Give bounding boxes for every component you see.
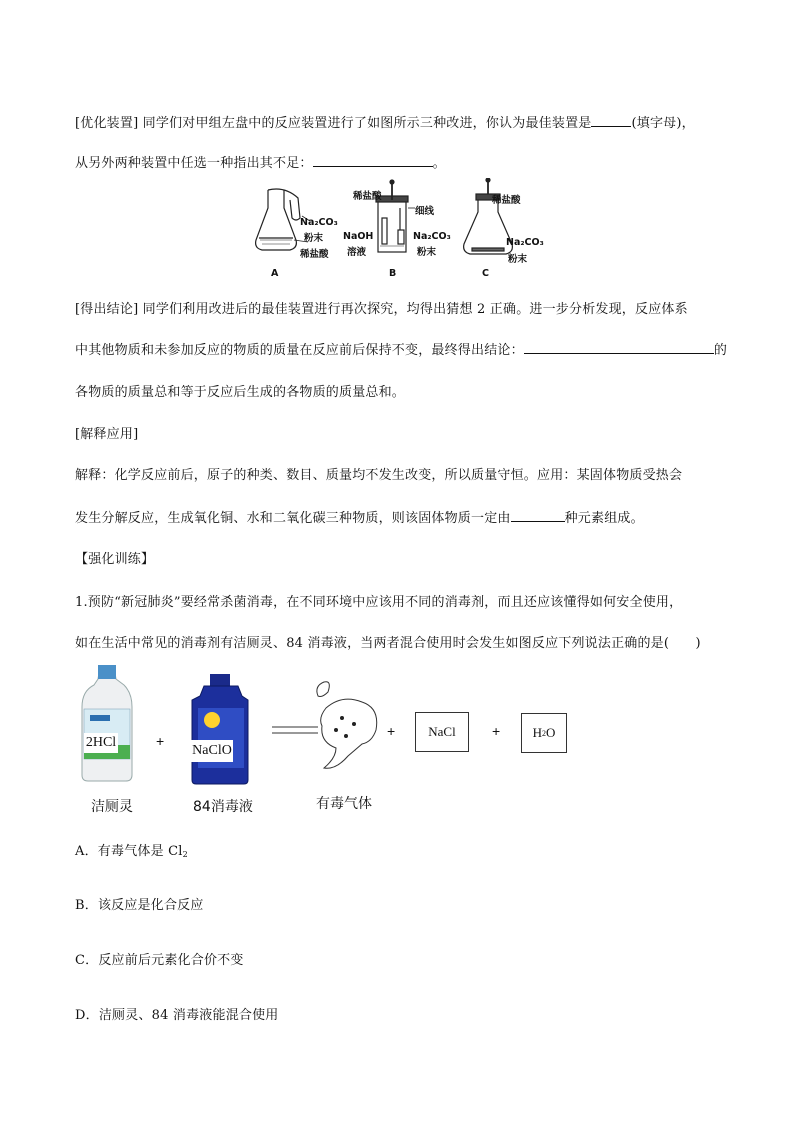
water-product-box <box>521 713 567 753</box>
explain-heading: [解释应用] <box>75 427 139 442</box>
water-formula-o: O <box>546 725 556 740</box>
b-letter: B <box>389 268 397 279</box>
water-formula-h: H <box>532 725 542 740</box>
explain-line-2 <box>75 507 644 526</box>
nacl-product-box: NaCl <box>415 712 469 752</box>
c-letter: C <box>482 268 489 279</box>
a-letter: A <box>271 268 279 279</box>
answer-blank-deficiency[interactable] <box>313 154 433 167</box>
optimize-device-text: [优化装置] 同学们对甲组左盘中的反应装置进行了如图所示三种改进，你认为最佳装置是 <box>75 116 592 131</box>
b-na2co3-label: Na₂CO₃ <box>413 231 451 242</box>
option-a[interactable] <box>75 840 188 859</box>
option-d[interactable]: D．洁厕灵、84 消毒液能混合使用 <box>75 1008 279 1023</box>
water-formula-sub: 2 <box>542 728 546 738</box>
plus-sign-1: + <box>156 733 165 749</box>
device-deficiency-line <box>75 152 446 171</box>
flask-a <box>256 189 300 250</box>
option-b[interactable]: B．该反应是化合反应 <box>75 898 204 913</box>
toilet-cleaner-bottle <box>78 665 136 783</box>
answer-blank-best-device[interactable] <box>591 114 631 127</box>
hcl-formula-label: 2HCl <box>84 733 118 753</box>
b-solution-label: 溶液 <box>347 247 367 258</box>
a-powder-label: 粉末 <box>304 233 324 244</box>
b-acid-label: 稀盐酸 <box>353 191 382 202</box>
b-string-label: 细线 <box>415 206 435 217</box>
toilet-cleaner-caption: 洁厕灵 <box>91 799 133 815</box>
plus-sign-2: + <box>387 723 396 739</box>
disinfectant-bottle <box>188 674 254 786</box>
conclusion-line-3: 各物质的质量总和等于反应后生成的各物质的质量总和。 <box>75 385 406 400</box>
answer-blank-elements[interactable] <box>511 509 565 522</box>
a-acid-label: 稀盐酸 <box>300 249 329 260</box>
option-a-text: A．有毒气体是 Cl <box>75 844 183 859</box>
plus-sign-3: + <box>492 723 501 739</box>
toxic-gas-icon <box>306 678 388 774</box>
b-powder-label: 粉末 <box>417 247 437 258</box>
conclusion-line-1: [得出结论] 同学们利用改进后的最佳装置进行再次探究，均得出猜想 2 正确。进一步分析发现，反应体系 <box>75 302 688 317</box>
explain-end: 种元素组成。 <box>564 511 644 526</box>
b-naoh-label: NaOH <box>343 231 374 242</box>
optimize-device-line <box>75 112 695 131</box>
answer-blank-conclusion[interactable] <box>524 341 714 354</box>
conclusion-end: 的 <box>713 343 728 358</box>
naclo-formula-label: NaClO <box>191 740 233 762</box>
option-c[interactable]: C．反应前后元素化合价不变 <box>75 953 244 968</box>
optimize-device-text-end: (填字母)， <box>631 116 695 131</box>
c-acid-label: 稀盐酸 <box>492 195 521 206</box>
conclusion-text: 中其他物质和未参加反应的物质的质量在反应前后保持不变，最终得出结论： <box>75 343 524 358</box>
conclusion-line-2 <box>75 339 727 358</box>
question-1-line-2: 如在生活中常见的消毒剂有洁厕灵、84 消毒液，当两者混合使用时会发生如图反应下列说法正确的是( ) <box>75 636 701 651</box>
toxic-gas-caption: 有毒气体 <box>316 796 372 812</box>
device-deficiency-text: 从另外两种装置中任选一种指出其不足： <box>75 156 313 171</box>
training-heading: 【强化训练】 <box>75 552 155 567</box>
c-powder-label: 粉末 <box>508 254 528 265</box>
option-a-sub: 2 <box>182 850 188 859</box>
a-na2co3-label: Na₂CO₃ <box>300 217 338 228</box>
disinfectant-caption: 84消毒液 <box>193 799 253 815</box>
explain-text: 发生分解反应，生成氧化铜、水和二氧化碳三种物质，则该固体物质一定由 <box>75 511 511 526</box>
device-deficiency-end: 。 <box>432 156 446 171</box>
c-na2co3-label: Na₂CO₃ <box>506 237 544 248</box>
explain-line-1: 解释：化学反应前后，原子的种类、数目、质量均不发生改变，所以质量守恒。应用：某固体物质受热会 <box>75 468 683 483</box>
question-1-line-1: 1.预防“新冠肺炎”要经常杀菌消毒，在不同环境中应该用不同的消毒剂，而且还应该懂得如何安全使用， <box>75 595 683 610</box>
